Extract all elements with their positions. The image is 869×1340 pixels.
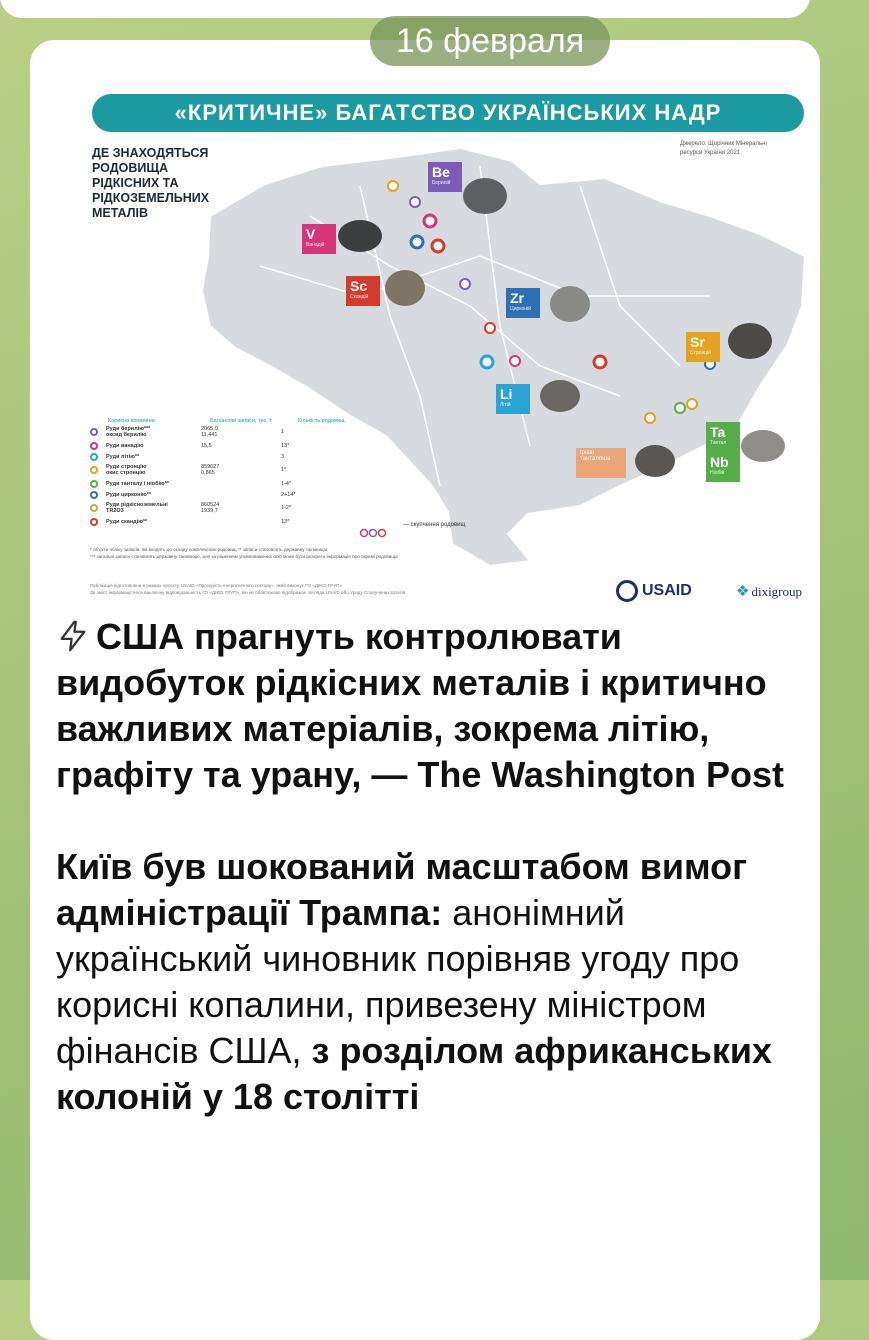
deposit-marker <box>460 279 470 289</box>
element-tile-zr: Zr Цирконій <box>506 288 540 318</box>
infographic-image[interactable] <box>60 66 810 636</box>
legend-count: 1* <box>281 467 287 473</box>
legend-count: 1-4* <box>281 480 292 487</box>
lightning-icon <box>56 619 90 653</box>
legend-name: Руди ванадію <box>106 442 144 449</box>
mineral-sample-icon <box>741 430 785 462</box>
legend-marker-icon <box>90 518 98 526</box>
mineral-sample-icon <box>550 286 590 322</box>
footnotes: * об'єкти обліку запасів, які входять до складу комплексних родовищ ** запаси становлять державну таємницю *** загальні запаси становлять державну таємницю, але за рішенням уповноважених осіб може бути розкрита інформація про окремі родовища <box>90 547 398 559</box>
legend-count: 3 <box>281 453 285 460</box>
legend-count: 2+14* <box>281 491 296 498</box>
legend-row <box>90 478 390 489</box>
cluster-marker <box>361 530 368 537</box>
deposit-marker <box>411 236 423 248</box>
dixigroup-logo: ❖ dixigroup <box>736 584 803 600</box>
element-tile-v: V Ванадій <box>302 224 336 254</box>
deposit-marker <box>424 215 436 227</box>
legend-name: Руди берилію*** оксид берилію <box>106 426 151 438</box>
legend <box>90 418 390 527</box>
legend-count: 13* <box>281 518 290 525</box>
legend-name: Руди стронцію окис стронцію <box>106 464 147 476</box>
legend-marker-icon <box>90 491 98 499</box>
legend-reserves: 859627 0,865 <box>201 464 220 476</box>
deposit-marker <box>594 356 606 368</box>
cluster-label: — скупчення родовищ <box>403 522 466 528</box>
deposit-marker <box>485 323 495 333</box>
cluster-marker <box>370 530 377 537</box>
infographic-banner: «КРИТИЧНЕ» БАГАТСТВО УКРАЇНСЬКИХ НАДР <box>92 94 804 132</box>
legend-name: Руди літію** <box>106 453 140 460</box>
deposit-marker <box>687 399 697 409</box>
usaid-seal-icon <box>616 580 638 602</box>
deposit-marker <box>510 356 520 366</box>
element-tile-nb: Nb Ніобій <box>706 452 740 482</box>
message-text <box>56 614 806 1120</box>
element-tile-sc: Sc Скандій <box>346 276 380 306</box>
deposit-marker <box>410 197 420 207</box>
mineral-sample-icon <box>728 323 772 359</box>
message-bubble[interactable] <box>30 40 820 1340</box>
legend-reserves: 860524 1939,7 <box>201 502 220 514</box>
mineral-sample-icon <box>338 220 382 252</box>
map-title: ДЕ ЗНАХОДЯТЬСЯ РОДОВИЩА РІДКІСНИХ ТА РІДКОЗЕМЕЛЬНИХ МЕТАЛІВ <box>92 146 210 220</box>
mineral-sample-icon <box>385 270 425 306</box>
legend-row <box>90 424 390 440</box>
legend-row <box>90 440 390 451</box>
legend-name: Руди танталу і ніобію** <box>106 480 169 487</box>
deposit-marker <box>645 413 655 423</box>
element-tile-ta: Ta Тантал <box>706 422 740 452</box>
cluster-marker <box>379 530 386 537</box>
publication-note: Публікація підготовлена в рамках проєкту USAID «Прозорість енергетичного сектору», який виконує ГО «ДІКСІ ГРУП». За зміст інформації несе виключну відповідальність ГО «ДІКСІ ГРУП», він не обов'язково відображає погляди USAID або Уряду Сполучених Штатів. <box>90 583 407 595</box>
legend-name: Руди скандію** <box>106 518 148 525</box>
ilmenite-tile: Ірієві танталоша <box>576 448 626 478</box>
dixigroup-icon: ❖ <box>736 584 750 600</box>
element-tile-li: Li Літій <box>496 384 530 414</box>
mineral-sample-icon <box>635 445 675 477</box>
deposit-marker <box>481 356 493 368</box>
legend-header: Корисна копалина Балансові запаси, тис. т Кількість родовищ <box>108 418 345 424</box>
legend-marker-icon <box>90 428 98 436</box>
usaid-logo: USAID <box>616 580 692 602</box>
legend-count: 1 <box>281 429 285 435</box>
legend-row <box>90 516 390 527</box>
legend-count: 1-2* <box>281 505 292 511</box>
deposit-marker <box>388 181 398 191</box>
deposit-marker <box>675 403 685 413</box>
mineral-sample-icon <box>540 380 580 412</box>
legend-marker-icon <box>90 442 98 450</box>
source-note: Джерело: Щорічник Мінеральні ресурси України 2021 <box>680 141 767 156</box>
message-paragraph-1: США прагнуть контролювати видобуток рідкісних металів і критично важливих матеріалів, зокрема літію, графіту та урану, — The Washington Post <box>56 616 784 795</box>
date-badge: 16 февраля <box>370 16 610 66</box>
mineral-sample-icon <box>463 178 507 214</box>
legend-row <box>90 500 390 516</box>
legend-name: Руди цирконію** <box>106 491 151 498</box>
legend-row <box>90 451 390 462</box>
legend-marker-icon <box>90 453 98 461</box>
legend-name: Руди рідкісноземельні TR2O3 <box>106 502 168 514</box>
deposit-marker <box>432 240 444 252</box>
legend-reserves: 15,5 <box>201 442 212 449</box>
legend-row <box>90 462 390 478</box>
legend-marker-icon <box>90 466 98 474</box>
legend-row <box>90 489 390 500</box>
legend-marker-icon <box>90 480 98 488</box>
message-paragraph-2: Київ був шокований масштабом вимог адміністрації Трампа: анонімний український чиновник порівняв угоду про корисні копалини, привезену міністром фінансів США, з розділом африканських колоній у 18 столітті <box>56 846 772 1117</box>
legend-reserves: 2065,9 11,441 <box>201 426 218 438</box>
element-tile-sr: Sr Стронцій <box>686 332 720 362</box>
legend-count: 13* <box>281 442 290 449</box>
element-tile-be: Be Берилій <box>428 162 462 192</box>
legend-marker-icon <box>90 504 98 512</box>
